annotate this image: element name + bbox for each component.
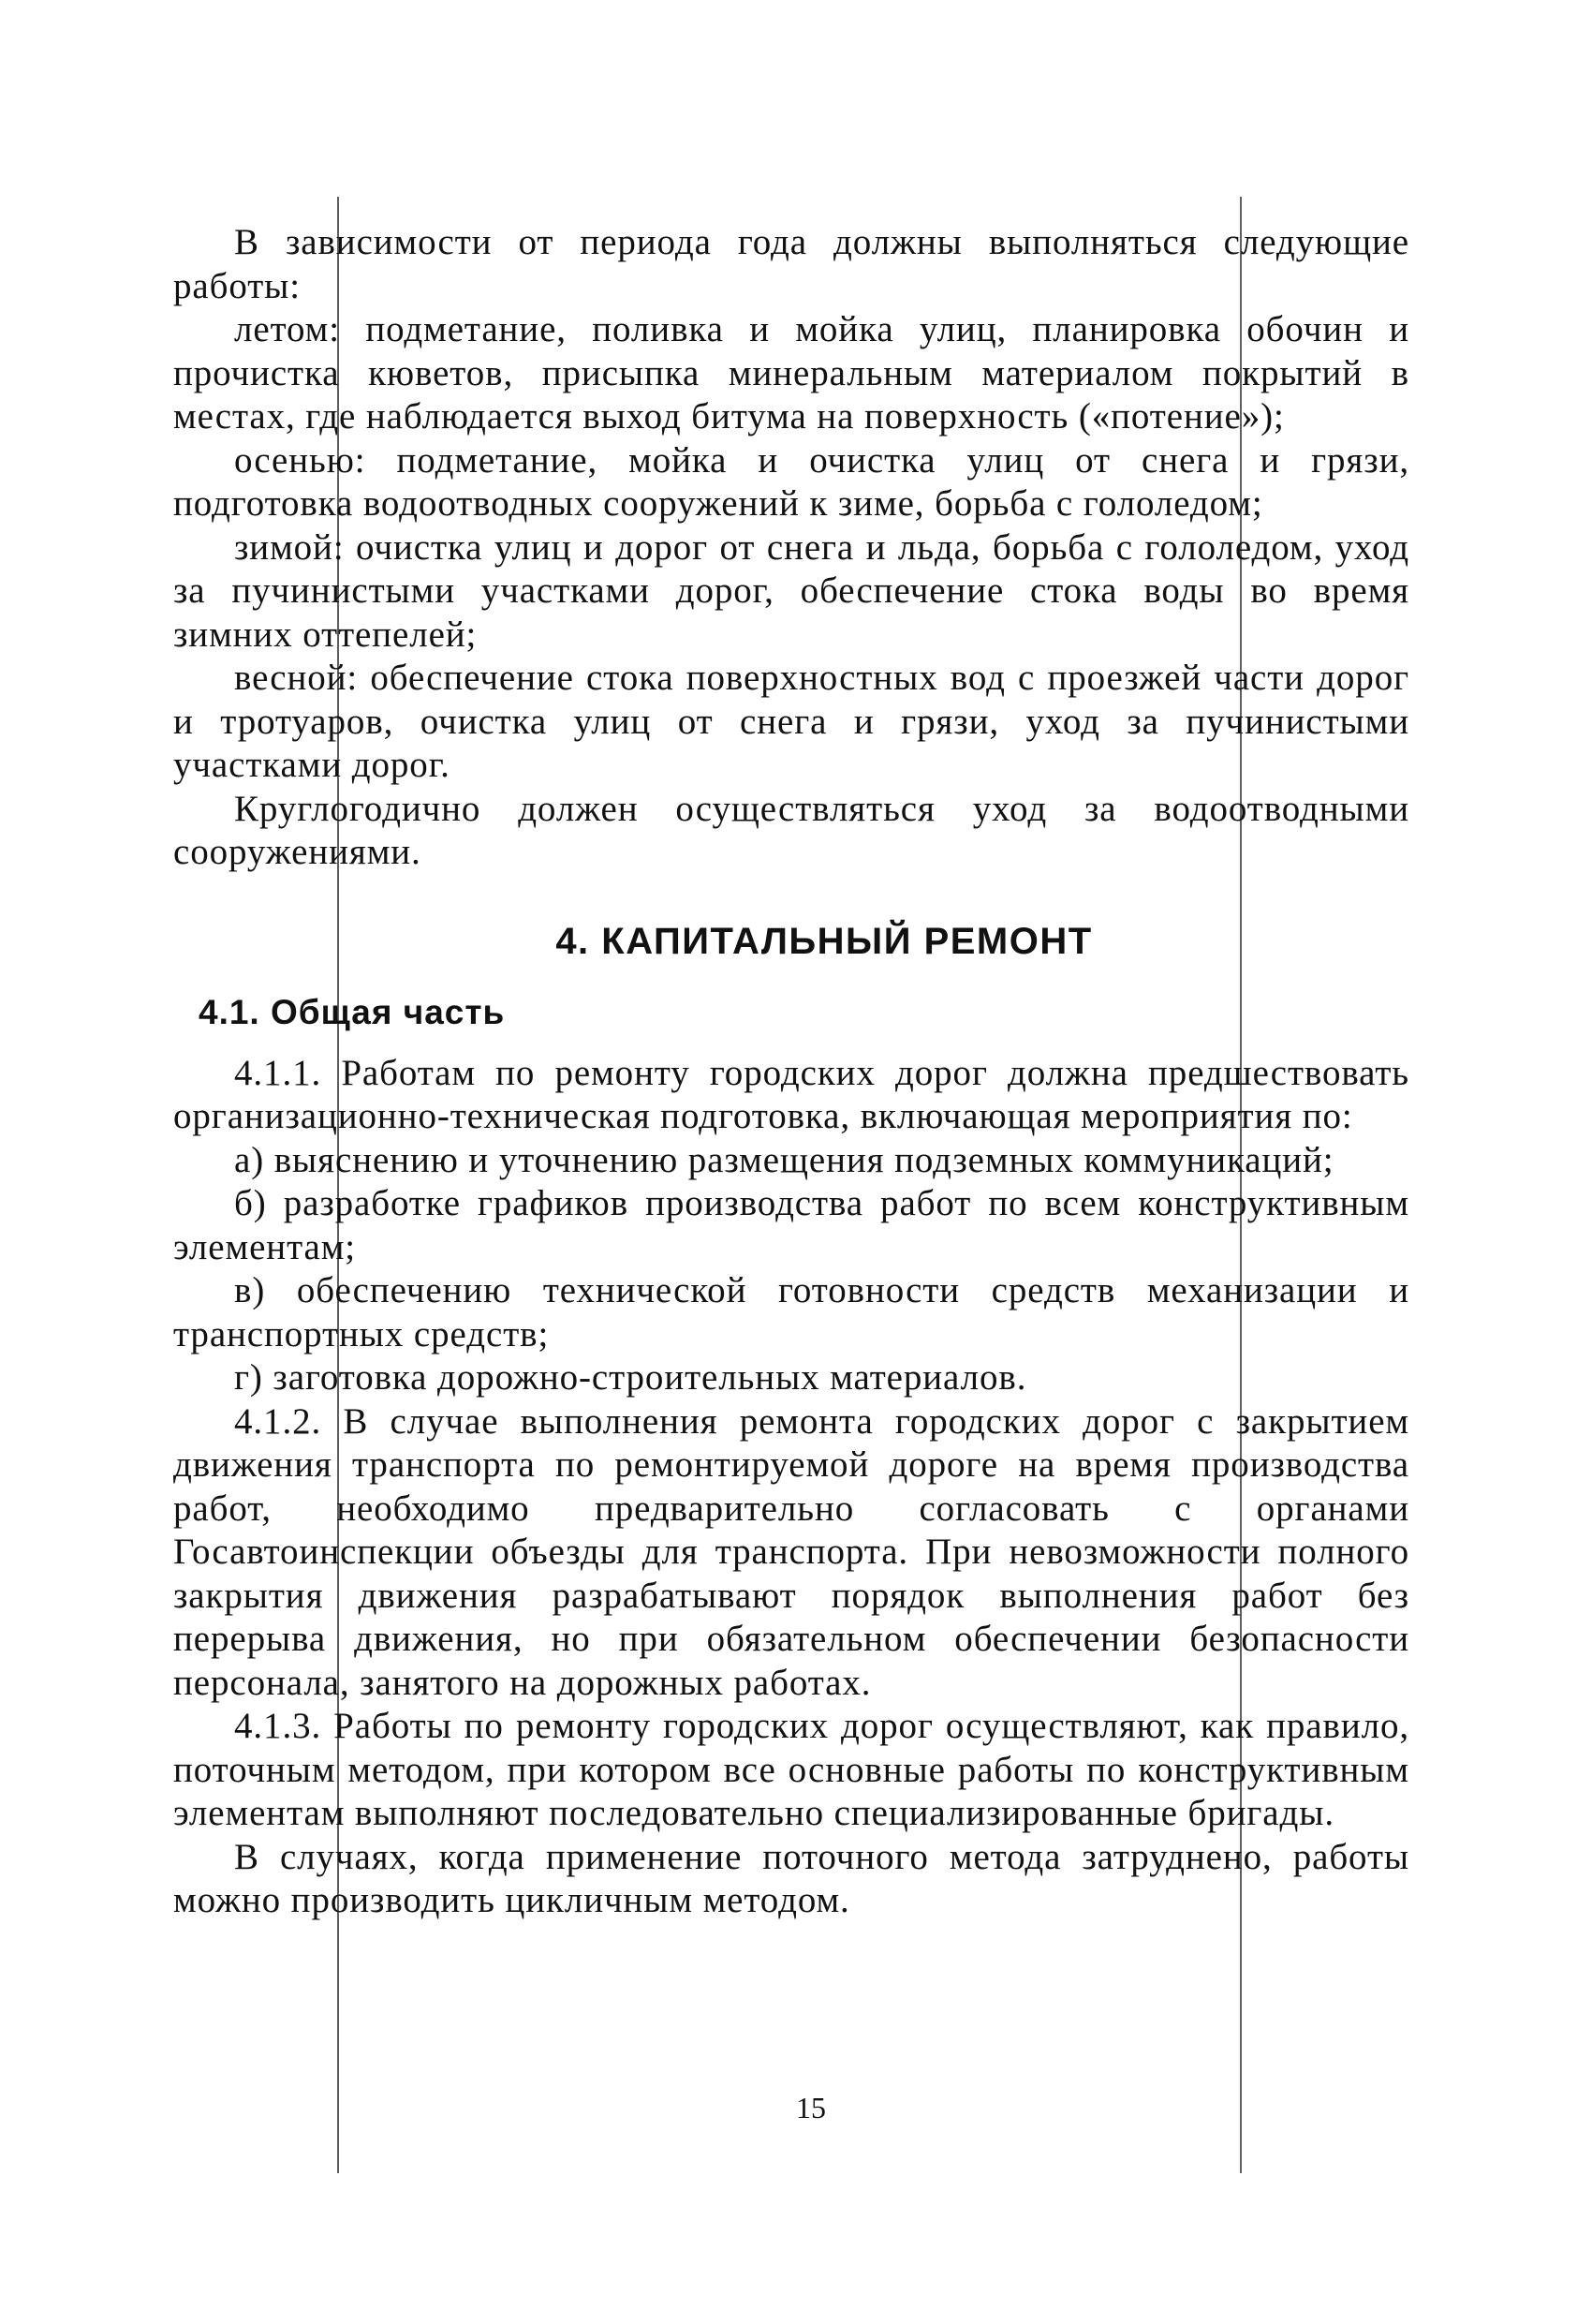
paragraph-cyclic-method: В случаях, когда применение поточного метода затруднено, работы можно производить цикличным методом. bbox=[173, 1836, 1409, 1920]
paragraph-spring: весной: обеспечение стока поверхностных вод с проезжей части дорог и тротуаров, очистка улиц от снега и грязи, уход за пучинистыми участками дорог. bbox=[173, 658, 1409, 785]
paragraph-4-1-2: 4.1.2. В случае выполнения ремонта городских дорог с закрытием движения транспорта по ремонтируемой дороге на время производства работ, необходимо предварительно согласовать с органами Госавтоинспекции объезды для транспорта. При невозможности полного закрытия движения разрабатывают порядок выполнения работ без перерыва движения, но при обязательном обеспечении безопасности персонала, занятого на дорожных работах. bbox=[173, 1400, 1409, 1703]
list-item-a: а) выяснению и уточнению размещения подземных коммуникаций; bbox=[234, 1139, 1334, 1180]
section-title: 4. КАПИТАЛЬНЫЙ РЕМОНТ bbox=[555, 920, 1093, 962]
document-page bbox=[173, 221, 1409, 1923]
page-number: 15 bbox=[796, 2091, 826, 2124]
paragraph-winter: зимой: очистка улиц и дорог от снега и льда, борьба с гололедом, уход за пучинистыми участками дорог, обеспечение стока воды во время зимних оттепелей; bbox=[173, 526, 1409, 655]
paragraph-year-round: Круглогодично должен осуществляться уход за водоотводными сооружениями. bbox=[173, 788, 1409, 872]
paragraph-autumn: осенью: подметание, мойка и очистка улиц от снега и грязи, подготовка водоотводных сооружений к зиме, борьба с гололедом; bbox=[173, 439, 1409, 524]
paragraph-4-1-3: 4.1.3. Работы по ремонту городских дорог осуществляют, как правило, поточным методом, при котором все основные работы по конструктивным элементам выполняют последовательно специализированные бригады. bbox=[173, 1706, 1409, 1833]
paragraph: В зависимости от периода года должны выполняться следующие работы: bbox=[173, 222, 1409, 306]
subsection-title: 4.1. Общая часть bbox=[199, 993, 506, 1031]
paragraph-summer: летом: подметание, поливка и мойка улиц, планировка обочин и прочистка кюветов, присыпка минеральным материалом покрытий в местах, где наблюдается выход битума на поверхность («потение»); bbox=[173, 309, 1409, 437]
list-item-g: г) заготовка дорожно-строительных материалов. bbox=[234, 1357, 1027, 1398]
list-item-v: в) обеспечению технической готовности средств механизации и транспортных средств; bbox=[173, 1270, 1409, 1354]
list-item-b: б) разработке графиков производства работ по всем конструктивным элементам; bbox=[173, 1183, 1409, 1267]
paragraph-4-1-1: 4.1.1. Работам по ремонту городских дорог должна предшествовать организационно-техническая подготовка, включающая мероприятия по: bbox=[173, 1052, 1409, 1136]
